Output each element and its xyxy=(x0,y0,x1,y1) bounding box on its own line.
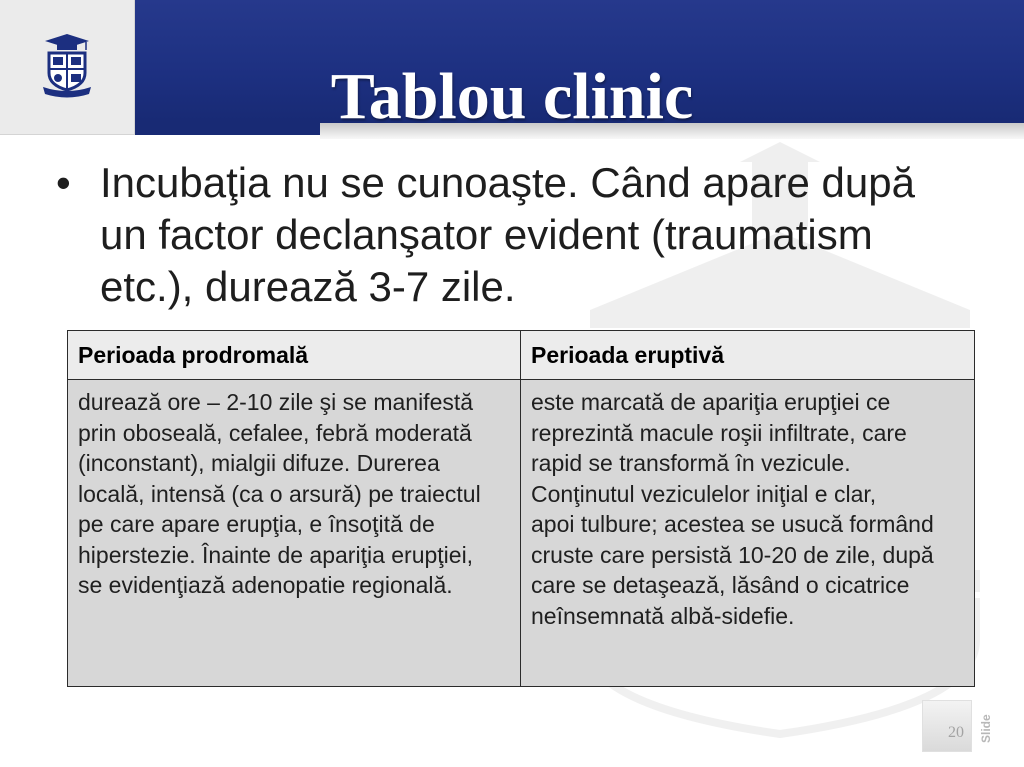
table-cell-line: reprezintă macule roşii infiltrate, care xyxy=(531,419,907,446)
bullet-line: Incubaţia nu se cunoaşte. Când apare după xyxy=(100,159,915,206)
comparison-table xyxy=(67,330,975,687)
slide-title: Tablou clinic xyxy=(330,60,694,133)
table-cell-line: hiperstezie. Înainte de apariţia erupţiei, xyxy=(78,541,474,568)
table-cell-line: pe care apare erupţia, e însoţită de xyxy=(78,511,435,537)
site-watermark-label: Slide xyxy=(979,714,993,743)
table-cell-line: Conţinutul veziculelor iniţial e clar, xyxy=(531,480,877,507)
table-header-prodromal: Perioada prodromală xyxy=(68,331,521,380)
table-cell-line: este marcată de apariţia erupţiei ce xyxy=(531,389,891,415)
bullet-line: etc.), durează 3-7 zile. xyxy=(100,263,516,310)
table-cell-line: rapid se transformă în vezicule. xyxy=(531,450,851,476)
bullet-symbol: • xyxy=(56,159,71,206)
slide-number-box xyxy=(922,700,972,752)
table-cell-line: cruste care persistă 10-20 de zile, după xyxy=(531,541,934,568)
bullet-text xyxy=(100,157,915,313)
table-cell-line: care se detaşează, lăsând o cicatrice xyxy=(531,572,910,598)
table-cell-line: locală, intensă (ca o arsură) pe traiectul xyxy=(78,480,481,507)
table-header-eruptive: Perioada eruptivă xyxy=(521,331,974,380)
bullet-line: un factor declanşator evident (traumatism xyxy=(100,211,873,258)
slide-number: 20 xyxy=(948,724,964,741)
table-cell-line: apoi tulbure; acestea se usucă formând xyxy=(531,511,934,537)
table-cell-prodromal xyxy=(68,380,521,686)
table-cell-line: neînsemnată albă-sidefie. xyxy=(531,602,795,629)
table-cell-eruptive xyxy=(521,380,974,686)
table-cell-line: durează ore – 2-10 zile şi se manifestă xyxy=(78,389,474,415)
table-cell-line: (inconstant), mialgii difuze. Durerea xyxy=(78,450,440,476)
table-cell-line: se evidenţiază adenopatie regională. xyxy=(78,572,453,598)
table-cell-line: prin oboseală, cefalee, febră moderată xyxy=(78,419,472,446)
